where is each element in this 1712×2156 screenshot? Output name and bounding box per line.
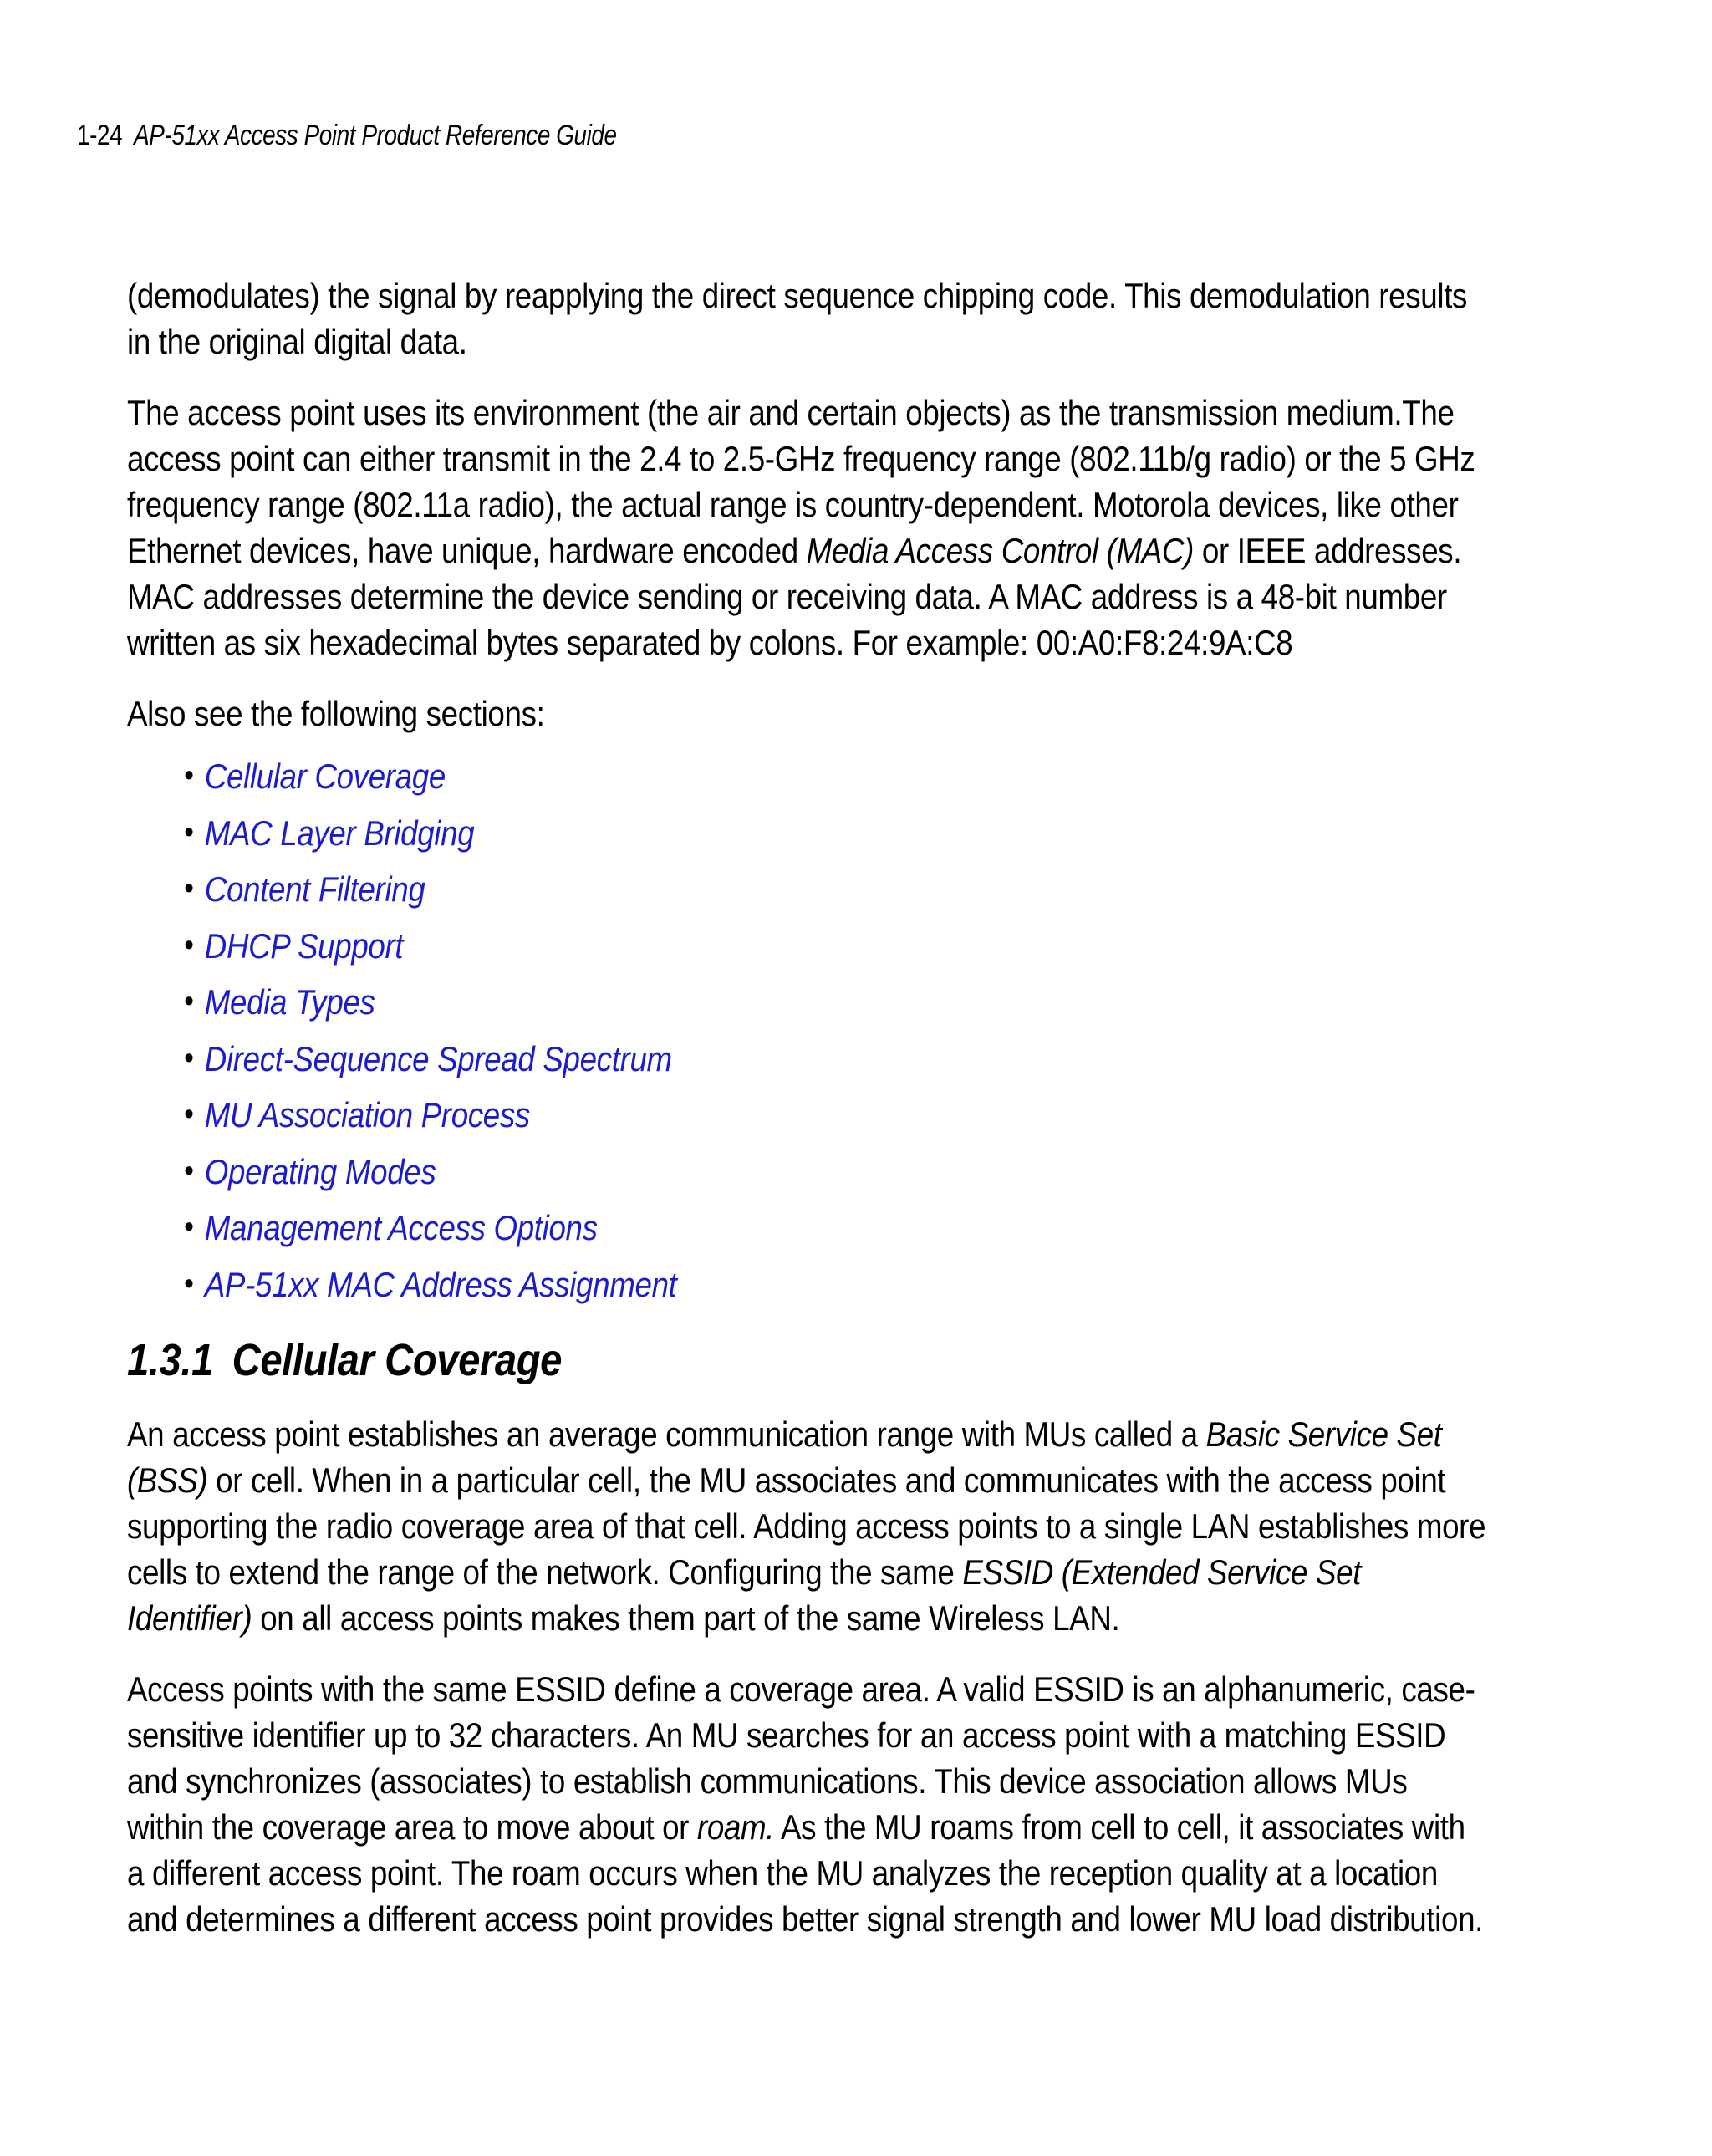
emphasis-essid: ESSID (Extended Service Set Identifier) (127, 1552, 1362, 1638)
bullet-icon: • (184, 1266, 194, 1302)
list-item (127, 918, 1488, 975)
paragraph-text: or IEEE addresses. MAC addresses determine the device sending or receiving data. A MAC address is a 48-bit number written as six hexadecimal bytes separated by colons. For example: 00:A0:F8:24:9A:C8 (127, 531, 1462, 662)
emphasis-bss: Basic Service Set (BSS) (127, 1414, 1442, 1500)
page-number: 1-24 (77, 120, 123, 151)
emphasis-mac: Media Access Control (MAC) (806, 531, 1195, 570)
bullet-icon: • (184, 1210, 194, 1245)
bullet-icon: • (184, 1097, 194, 1132)
paragraph-essid-roaming (127, 1666, 1488, 1942)
paragraph-demodulation: (demodulates) the signal by reapplying the direct sequence chipping code. This demodulation results in the original digital data. (127, 276, 1468, 361)
list-item (127, 805, 1488, 862)
link-cellular-coverage[interactable]: Cellular Coverage (204, 757, 446, 796)
link-mac-address-assignment[interactable]: AP-51xx MAC Address Assignment (204, 1264, 677, 1304)
emphasis-roam: roam. (696, 1807, 775, 1847)
link-operating-modes[interactable]: Operating Modes (204, 1151, 436, 1191)
link-media-types[interactable]: Media Types (204, 982, 375, 1022)
link-direct-sequence-spread-spectrum[interactable]: Direct-Sequence Spread Spectrum (204, 1038, 672, 1078)
list-item (127, 974, 1488, 1031)
link-mu-association-process[interactable]: MU Association Process (204, 1095, 530, 1134)
see-also-list (127, 748, 1488, 1312)
section-heading (127, 1331, 1488, 1389)
list-item (127, 861, 1488, 918)
section-number: 1.3.1 (127, 1335, 213, 1385)
list-item (127, 1031, 1488, 1088)
link-content-filtering[interactable]: Content Filtering (204, 869, 425, 909)
bullet-icon: • (184, 758, 194, 793)
list-item (127, 1256, 1488, 1313)
section-title: Cellular Coverage (232, 1335, 563, 1385)
paragraph-text: As the MU roams from cell to cell, it associates with a different access point. The roam occurs when the MU analyzes the reception quality at a location and determines a different access point provides better signal strength and lower MU load distribution. (127, 1807, 1484, 1939)
list-item (127, 1087, 1488, 1144)
list-item (127, 1144, 1488, 1200)
paragraph-transmission-medium (127, 390, 1488, 665)
link-dhcp-support[interactable]: DHCP Support (204, 925, 404, 966)
paragraph-see-also: Also see the following sections: (127, 694, 545, 733)
link-management-access-options[interactable]: Management Access Options (204, 1208, 598, 1247)
bullet-icon: • (184, 984, 194, 1019)
guide-title: AP-51xx Access Point Product Reference Guide (134, 120, 617, 151)
running-header (77, 117, 617, 154)
link-mac-layer-bridging[interactable]: MAC Layer Bridging (204, 813, 475, 853)
paragraph-text: Access points with the same ESSID define a coverage area. A valid ESSID is an alphanumeric, case-sensitive identifier up to 32 characters. An MU searches for an access point with a matching ESSID and synchronizes (associates) to establish communications. This device association allows MUs within the coverage area to move about or (127, 1669, 1475, 1847)
list-item (127, 1200, 1488, 1256)
bullet-icon: • (184, 814, 194, 850)
bullet-icon: • (184, 1040, 194, 1076)
paragraph-bss (127, 1411, 1488, 1641)
paragraph-text: An access point establishes an average communication range with MUs called a (127, 1414, 1206, 1454)
paragraph-text: or cell. When in a particular cell, the MU associates and communicates with the access point supporting the radio coverage area of that cell. Adding access points to a single LAN establishes more cells to extend the range of the network. Configuring the same (127, 1460, 1486, 1592)
bullet-icon: • (184, 871, 194, 906)
list-item (127, 748, 1488, 805)
paragraph-text: on all access points makes them part of the same Wireless LAN. (252, 1598, 1120, 1638)
bullet-icon: • (184, 927, 194, 963)
page-content (127, 273, 1488, 1967)
bullet-icon: • (184, 1153, 194, 1189)
paragraph-text: The access point uses its environment (the air and certain objects) as the transmission medium.The access point can either transmit in the 2.4 to 2.5-GHz frequency range (802.11b/g radio) or the 5 GHz frequency range (802.11a radio), the actual range is country-dependent. Motorola devices, like other Ethernet devices, have unique, hardware encoded (127, 393, 1475, 570)
